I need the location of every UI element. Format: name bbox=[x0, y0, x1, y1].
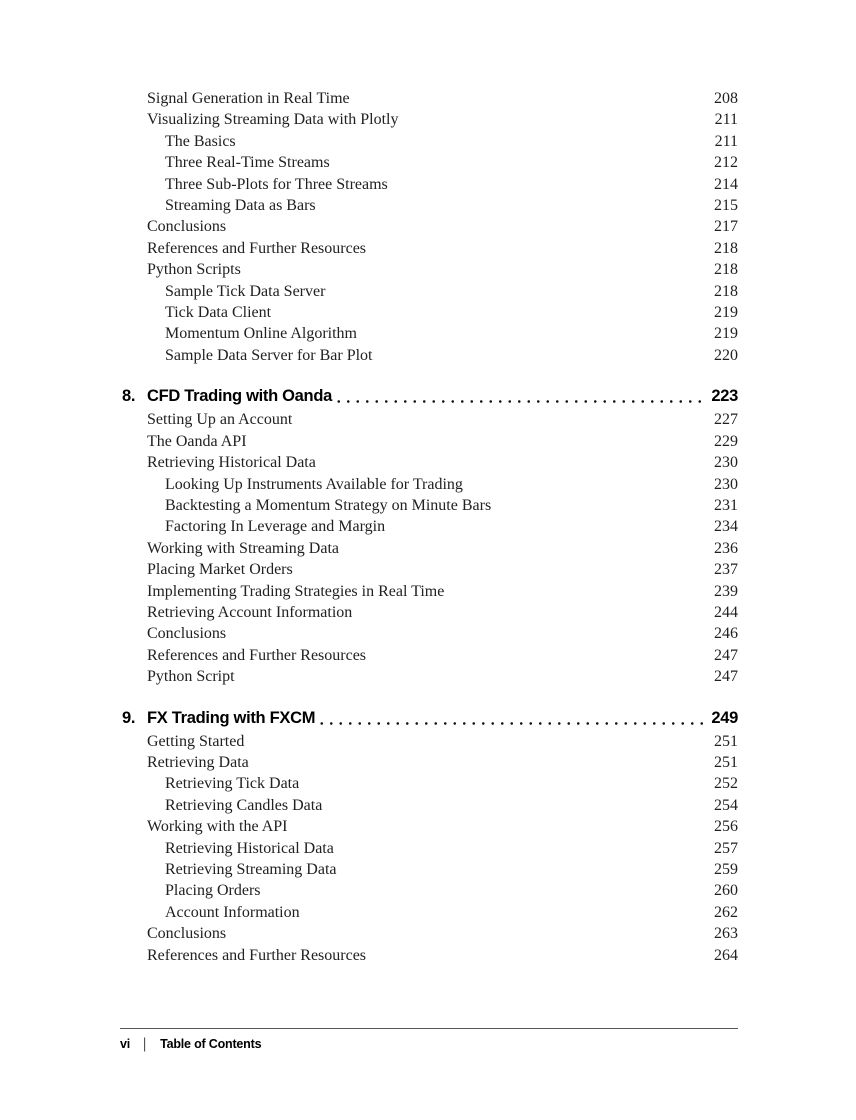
entry-title: Sample Data Server for Bar Plot bbox=[165, 346, 373, 364]
toc-entry bbox=[122, 538, 738, 559]
toc-entry bbox=[122, 431, 738, 452]
entry-page-number: 254 bbox=[714, 796, 738, 814]
entry-title: Streaming Data as Bars bbox=[165, 197, 316, 215]
toc-entry bbox=[122, 731, 738, 752]
toc-entry bbox=[122, 495, 738, 516]
entry-page-number: 227 bbox=[714, 411, 738, 429]
footer-section-label: Table of Contents bbox=[160, 1037, 262, 1051]
entry-title: Implementing Trading Strategies in Real Time bbox=[147, 582, 445, 600]
entry-page-number: 262 bbox=[714, 903, 738, 921]
entry-page-number: 259 bbox=[714, 861, 738, 878]
entry-page-number: 218 bbox=[714, 282, 738, 300]
entry-page-number: 208 bbox=[714, 90, 738, 107]
entry-title: Conclusions bbox=[147, 625, 227, 643]
footer-separator: | bbox=[143, 1035, 147, 1053]
entry-title: Python Script bbox=[147, 668, 235, 686]
toc-entry bbox=[122, 838, 738, 859]
toc-entry bbox=[122, 109, 738, 130]
entry-title: Three Real-Time Streams bbox=[165, 154, 330, 172]
entry-title: Account Information bbox=[165, 903, 300, 921]
entry-title: Working with Streaming Data bbox=[147, 539, 340, 557]
chapter-page-number: 223 bbox=[711, 387, 738, 406]
toc-entry bbox=[122, 409, 738, 430]
entry-title: Retrieving Candles Data bbox=[165, 796, 323, 814]
entry-title: References and Further Resources bbox=[147, 946, 367, 964]
toc-entry bbox=[122, 902, 738, 923]
table-of-contents bbox=[122, 88, 738, 966]
entry-page-number: 218 bbox=[714, 239, 738, 257]
footer-divider bbox=[120, 1028, 738, 1029]
toc-entry bbox=[122, 216, 738, 237]
toc-entry bbox=[122, 816, 738, 837]
toc-entry bbox=[122, 645, 738, 666]
toc-entry bbox=[122, 152, 738, 173]
toc-entry bbox=[122, 88, 738, 109]
entry-page-number: 244 bbox=[714, 603, 738, 621]
entry-title: Setting Up an Account bbox=[147, 411, 293, 429]
entry-page-number: 211 bbox=[714, 132, 738, 150]
entry-page-number: 229 bbox=[714, 432, 738, 450]
toc-entry bbox=[122, 666, 738, 687]
entry-title: Sample Tick Data Server bbox=[165, 282, 326, 300]
toc-entry bbox=[122, 238, 738, 259]
entry-page-number: 231 bbox=[714, 496, 738, 514]
toc-entry bbox=[122, 474, 738, 495]
entry-title: Retrieving Historical Data bbox=[147, 454, 316, 472]
chapter-title: FX Trading with FXCM bbox=[147, 708, 316, 727]
toc-entry bbox=[122, 945, 738, 966]
entry-title: Placing Orders bbox=[165, 882, 261, 900]
footer-text bbox=[120, 1037, 738, 1051]
section-chapter-8 bbox=[122, 385, 738, 687]
entry-page-number: 252 bbox=[714, 775, 738, 793]
toc-entry bbox=[122, 773, 738, 794]
entry-title: Signal Generation in Real Time bbox=[147, 90, 350, 107]
entry-title: Working with the API bbox=[147, 818, 288, 836]
chapter-page-number: 249 bbox=[711, 708, 738, 727]
entry-page-number: 215 bbox=[714, 197, 738, 215]
entry-page-number: 264 bbox=[714, 946, 738, 964]
chapter-heading bbox=[122, 707, 738, 730]
entry-page-number: 237 bbox=[714, 561, 738, 579]
chapter-number: 8. bbox=[122, 387, 136, 406]
entry-title: Placing Market Orders bbox=[147, 561, 293, 579]
entry-title: The Basics bbox=[165, 132, 236, 150]
toc-entry bbox=[122, 452, 738, 473]
toc-entry bbox=[122, 259, 738, 280]
entry-title: The Oanda API bbox=[147, 432, 247, 450]
entry-page-number: 239 bbox=[714, 582, 738, 600]
entry-page-number: 219 bbox=[714, 325, 738, 343]
toc-entry bbox=[122, 752, 738, 773]
entry-page-number: 219 bbox=[714, 304, 738, 322]
entry-page-number: 220 bbox=[714, 346, 738, 364]
section-chapter-9 bbox=[122, 707, 738, 966]
entry-title: Python Scripts bbox=[147, 261, 241, 279]
entry-title: Conclusions bbox=[147, 218, 227, 236]
entry-page-number: 247 bbox=[714, 668, 738, 686]
entry-page-number: 260 bbox=[714, 882, 738, 900]
entry-title: Backtesting a Momentum Strategy on Minute Bars bbox=[165, 496, 492, 514]
entry-page-number: 234 bbox=[714, 518, 738, 536]
toc-entry bbox=[122, 559, 738, 580]
entry-page-number: 251 bbox=[714, 732, 738, 750]
toc-entry bbox=[122, 923, 738, 944]
footer-page-number: vi bbox=[120, 1037, 131, 1051]
toc-entry bbox=[122, 131, 738, 152]
toc-entry bbox=[122, 581, 738, 602]
toc-entry bbox=[122, 795, 738, 816]
entry-page-number: 212 bbox=[714, 154, 738, 172]
toc-entry bbox=[122, 516, 738, 537]
toc-entry bbox=[122, 302, 738, 323]
entry-title: Retrieving Account Information bbox=[147, 603, 353, 621]
entry-page-number: 247 bbox=[714, 646, 738, 664]
dot-leader bbox=[334, 399, 706, 404]
entry-title: Three Sub-Plots for Three Streams bbox=[165, 175, 388, 193]
entry-page-number: 251 bbox=[714, 753, 738, 771]
entry-title: Momentum Online Algorithm bbox=[165, 325, 357, 343]
entry-title: References and Further Resources bbox=[147, 646, 367, 664]
toc-entry bbox=[122, 345, 738, 366]
chapter-title: CFD Trading with Oanda bbox=[147, 387, 332, 406]
entry-page-number: 257 bbox=[714, 839, 738, 857]
entry-page-number: 256 bbox=[714, 818, 738, 836]
page-footer bbox=[120, 1028, 738, 1051]
entry-title: References and Further Resources bbox=[147, 239, 367, 257]
chapter-heading bbox=[122, 385, 738, 408]
entry-title: Retrieving Tick Data bbox=[165, 775, 300, 793]
entry-title: Visualizing Streaming Data with Plotly bbox=[147, 111, 399, 129]
entry-page-number: 217 bbox=[714, 218, 738, 236]
toc-entry bbox=[122, 859, 738, 880]
entry-title: Getting Started bbox=[147, 732, 245, 750]
entry-page-number: 211 bbox=[714, 111, 738, 129]
toc-entry bbox=[122, 323, 738, 344]
chapter-number: 9. bbox=[122, 708, 136, 727]
entry-page-number: 263 bbox=[714, 925, 738, 943]
entry-title: Retrieving Streaming Data bbox=[165, 861, 337, 878]
entry-page-number: 246 bbox=[714, 625, 738, 643]
entry-page-number: 218 bbox=[714, 261, 738, 279]
entry-page-number: 230 bbox=[714, 475, 738, 493]
entry-title: Factoring In Leverage and Margin bbox=[165, 518, 386, 536]
entry-page-number: 236 bbox=[714, 539, 738, 557]
toc-entry bbox=[122, 174, 738, 195]
dot-leader bbox=[317, 721, 706, 726]
entry-page-number: 230 bbox=[714, 454, 738, 472]
entry-title: Conclusions bbox=[147, 925, 227, 943]
entry-title: Looking Up Instruments Available for Trading bbox=[165, 475, 463, 493]
toc-entry bbox=[122, 602, 738, 623]
section-continued-entries bbox=[122, 88, 738, 366]
toc-entry bbox=[122, 880, 738, 901]
entry-page-number: 214 bbox=[714, 175, 738, 193]
toc-entry bbox=[122, 281, 738, 302]
entry-title: Tick Data Client bbox=[165, 304, 272, 322]
entry-title: Retrieving Historical Data bbox=[165, 839, 334, 857]
toc-entry bbox=[122, 195, 738, 216]
toc-entry bbox=[122, 623, 738, 644]
entry-title: Retrieving Data bbox=[147, 753, 249, 771]
